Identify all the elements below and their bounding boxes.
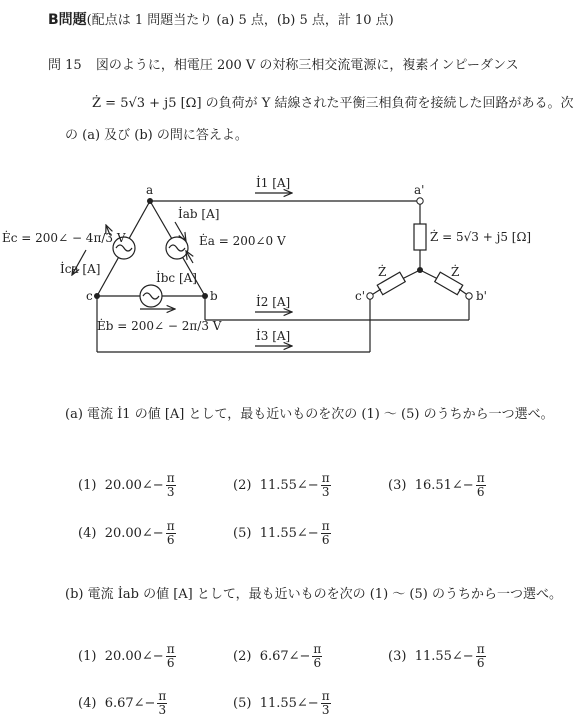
- label-a: a: [146, 183, 154, 197]
- label-ea: Ėa = 200∠0 V: [199, 234, 286, 248]
- problem-line-1: [48, 54, 519, 73]
- circuit-diagram: [0, 165, 585, 365]
- score-note: (配点は 1 問題当たり (a) 5 点，(b) 5 点，計 10 点): [86, 13, 394, 28]
- option-b-2[interactable]: (2) 6.67∠− $\frac{\pi}{6}$: [233, 642, 322, 670]
- label-a2: a': [414, 183, 425, 197]
- option-a-3[interactable]: (3) 16.51∠− $\frac{\pi}{6}$: [388, 471, 485, 499]
- node-b-dot: [202, 293, 208, 299]
- option-b-5[interactable]: (5) 11.55∠− $\frac{\pi}{3}$: [233, 689, 330, 717]
- label-ica: İca [A]: [60, 262, 101, 276]
- label-c2: c': [355, 289, 366, 303]
- impedance-top: [414, 224, 426, 250]
- label-i2: İ2 [A]: [256, 295, 291, 309]
- problem-number: 問 15: [48, 58, 82, 73]
- question-b-text: (b) 電流 İab の値 [A] として，最も近いものを次の (1) ～ (5) のうちから一つ選べ。: [65, 587, 562, 602]
- terminal-a2: [417, 198, 423, 204]
- option-a-2[interactable]: (2) 11.55∠− $\frac{\pi}{3}$: [233, 471, 330, 499]
- option-a-4[interactable]: (4) 20.00∠− $\frac{\pi}{6}$: [78, 519, 175, 547]
- option-a-5[interactable]: (5) 11.55∠− $\frac{\pi}{6}$: [233, 519, 330, 547]
- label-i1: İ1 [A]: [256, 176, 291, 190]
- option-b-4[interactable]: (4) 6.67∠− $\frac{\pi}{3}$: [78, 689, 167, 717]
- option-a-1[interactable]: (1) 20.00∠− $\frac{\pi}{3}$: [78, 471, 175, 499]
- node-c-dot: [94, 293, 100, 299]
- question-a-text: (a) 電流 İ1 の値 [A] として，最も近いものを次の (1) ～ (5) のうちから一つ選べ。: [65, 407, 554, 422]
- neutral-dot: [417, 267, 423, 273]
- label-c: c: [86, 289, 93, 303]
- problem-text-1: 図のように，相電圧 200 V の対称三相交流電源に，複素インピーダンス: [95, 58, 519, 73]
- label-z-top: Ż = 5√3 + j5 [Ω]: [430, 230, 532, 244]
- label-i3: İ3 [A]: [256, 329, 291, 343]
- label-ibc: İbc [A]: [156, 271, 197, 285]
- label-b2: b': [476, 289, 487, 303]
- terminal-b2: [466, 293, 472, 299]
- label-b: b: [210, 289, 218, 303]
- label-iab: İab [A]: [178, 207, 220, 221]
- problem-line-3: の (a) 及び (b) の問に答えよ。: [65, 128, 248, 143]
- option-b-3[interactable]: (3) 11.55∠− $\frac{\pi}{6}$: [388, 642, 485, 670]
- section-title: B問題: [48, 12, 87, 28]
- section-header: [48, 9, 394, 29]
- label-z-right: Ż: [451, 265, 460, 279]
- arrow-ea: [186, 251, 193, 263]
- problem-line-2: Ż = 5√3 + j5 [Ω] の負荷が Y 結線された平衡三相負荷を接続した回路がある。次: [92, 96, 574, 111]
- option-b-1[interactable]: (1) 20.00∠− $\frac{\pi}{6}$: [78, 642, 175, 670]
- label-z-left: Ż: [378, 265, 387, 279]
- terminal-c2: [367, 293, 373, 299]
- label-ec: Ėc = 200∠ − 4π/3 V: [2, 231, 126, 245]
- label-eb: Ėb = 200∠ − 2π/3 V: [97, 319, 222, 333]
- node-a-dot: [147, 198, 153, 204]
